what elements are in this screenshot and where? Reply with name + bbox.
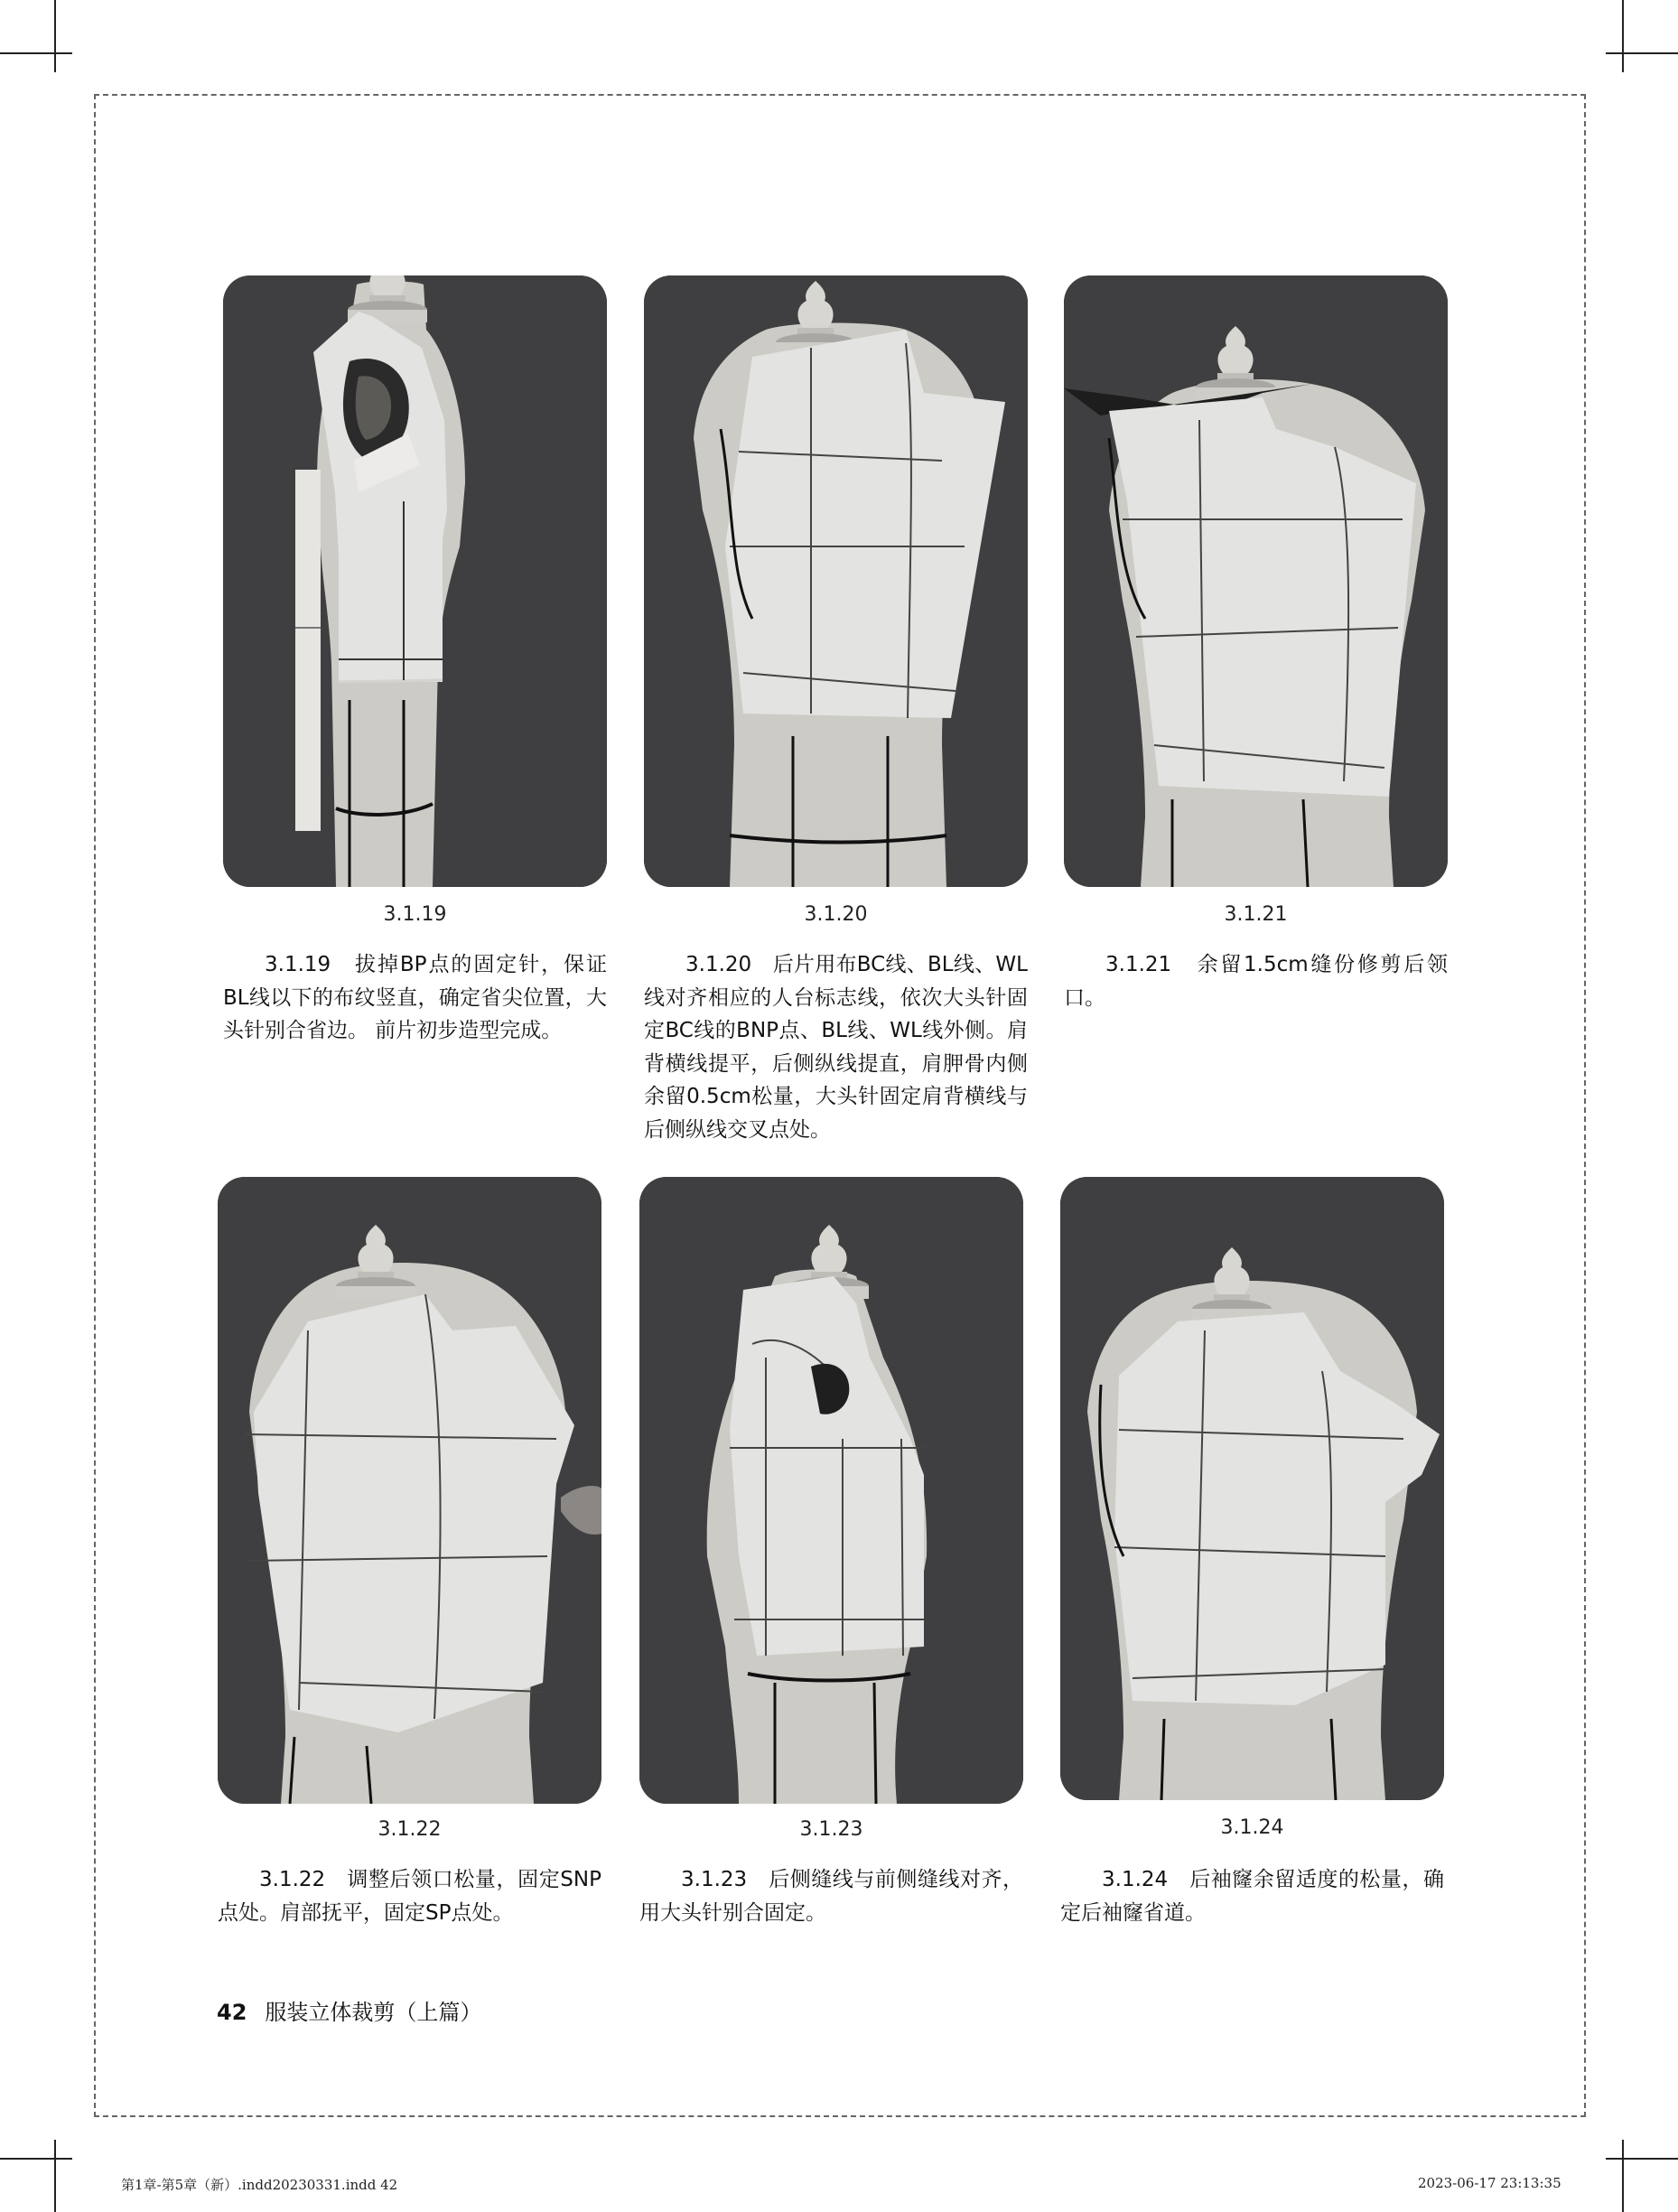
dress-form-side-seam-illustration	[639, 1177, 1023, 1804]
figure-caption-3-1-19: 3.1.19	[383, 903, 447, 926]
figure-description-3-1-19: 3.1.19 拔掉BP点的固定针，保证BL线以下的布纹竖直，确定省尖位置，大头针别合省边。 前片初步造型完成。	[223, 953, 607, 1042]
crop-mark	[1622, 0, 1624, 72]
figure-description-3-1-22: 3.1.22 调整后领口松量，固定SNP点处。肩部抚平，固定SP点处。	[218, 1868, 601, 1925]
dress-form-back-trim-illustration	[1064, 275, 1448, 887]
dress-form-back-illustration	[644, 275, 1028, 887]
figure-description-3-1-23: 3.1.23 后侧缝线与前侧缝线对齐，用大头针别合固定。	[639, 1868, 1023, 1925]
crop-mark	[0, 52, 72, 54]
figure-caption-3-1-22: 3.1.22	[378, 1818, 442, 1841]
crop-mark	[1622, 2140, 1624, 2212]
figure-photo-3-1-19	[223, 275, 607, 887]
page-footer	[217, 1994, 481, 2026]
figure-caption-3-1-24: 3.1.24	[1220, 1816, 1284, 1839]
page-number: 42	[217, 2000, 247, 2025]
figure-caption-3-1-23: 3.1.23	[799, 1818, 863, 1841]
figure-description-3-1-24: 3.1.24 后袖窿余留适度的松量，确定后袖窿省道。	[1060, 1868, 1444, 1925]
figure-photo-3-1-23	[639, 1177, 1023, 1804]
figure-photo-3-1-21	[1064, 275, 1448, 887]
figure-caption-3-1-21: 3.1.21	[1224, 903, 1288, 926]
crop-mark	[54, 0, 56, 72]
figure-caption-3-1-20: 3.1.20	[804, 903, 868, 926]
slug-file-name: 第1章-第5章（新）.indd20230331.indd 42	[121, 2177, 398, 2193]
crop-mark	[54, 2140, 56, 2212]
figure-description-3-1-21: 3.1.21 余留1.5cm缝份修剪后领口。	[1064, 953, 1448, 1010]
dress-form-armhole-illustration	[1060, 1177, 1444, 1800]
figure-description-3-1-20: 3.1.20 后片用布BC线、BL线、WL线对齐相应的人台标志线，依次大头针固定BC线的BNP点、BL线、WL线外侧。肩背横线提平，后侧纵线提直，肩胛骨内侧余留0.5cm松量，大头针固定肩背横线与后侧纵线交叉点处。	[644, 953, 1028, 1142]
crop-mark	[1606, 2158, 1678, 2160]
book-title: 服装立体裁剪（上篇）	[265, 2000, 482, 2025]
crop-mark	[0, 2158, 72, 2160]
crop-mark	[1606, 52, 1678, 54]
figure-photo-3-1-22	[218, 1177, 601, 1804]
dress-form-shoulder-illustration	[218, 1177, 601, 1804]
slug-timestamp: 2023-06-17 23:13:35	[1418, 2175, 1561, 2191]
dress-form-side-illustration	[223, 275, 607, 887]
figure-photo-3-1-20	[644, 275, 1028, 887]
figure-photo-3-1-24	[1060, 1177, 1444, 1800]
